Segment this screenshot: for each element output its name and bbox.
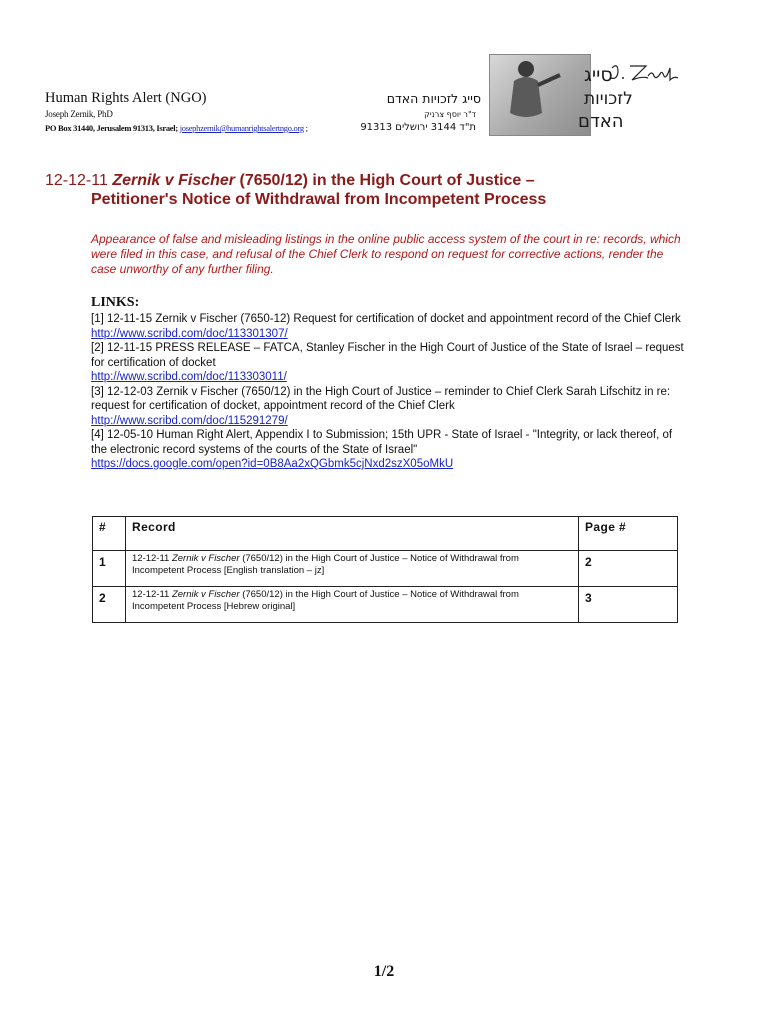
link-item xyxy=(91,385,691,429)
contact-suffix: ; xyxy=(305,123,308,133)
link-description: [4] 12-05-10 Human Right Alert, Appendix I to Submission; 15th UPR - State of Israel - "Integrity, or lack thereof, of the electronic record systems of the courts of the State of Israel" xyxy=(91,429,673,456)
table-row xyxy=(93,587,678,623)
row-date: 12-12-11 xyxy=(132,553,170,564)
table-header-row xyxy=(93,517,678,551)
links-list xyxy=(91,312,691,472)
person-name: Joseph Zernik, PhD xyxy=(45,109,113,119)
title-rest: (7650/12) in the High Court of Justice – xyxy=(239,172,535,189)
row-page: 3 xyxy=(579,587,678,623)
header-page: Page # xyxy=(579,517,678,551)
row-case: Zernik v Fischer xyxy=(171,553,240,564)
svg-text:סייג: סייג xyxy=(584,64,613,86)
email-link[interactable]: josephzernik@humanrightsalertngo.org xyxy=(179,123,304,133)
row-num: 2 xyxy=(93,587,126,623)
hebrew-org-name: סייג לזכויות האדם xyxy=(386,91,481,106)
link-url[interactable]: http://www.scribd.com/doc/113301307/ xyxy=(91,327,288,340)
link-item xyxy=(91,428,691,472)
link-item xyxy=(91,312,691,341)
link-item xyxy=(91,341,691,385)
row-record xyxy=(126,551,579,587)
contact-line xyxy=(45,123,308,133)
postal-address: PO Box 31440, Jerusalem 91313, Israel; xyxy=(45,123,178,133)
link-url[interactable]: https://docs.google.com/open?id=0B8Aa2xQGbmk5cjNxd2szX05oMkU xyxy=(91,458,454,470)
link-description: [2] 12-11-15 PRESS RELEASE – FATCA, Stanley Fischer in the High Court of Justice of the State of Israel – request for certification of docket xyxy=(91,342,684,369)
svg-text:לזכויות: לזכויות xyxy=(584,89,633,109)
title-case-name: Zernik v Fischer xyxy=(112,172,236,189)
summary-paragraph: Appearance of false and misleading listings in the online public access system of the court in re: records, which were filed in this case, and refusal of the Chief Clerk to respond on request for corrective actions, render the case unworthy of any further filing. xyxy=(91,232,681,276)
link-description: [1] 12-11-15 Zernik v Fischer (7650-12) Request for certification of docket and appointment record of the Chief Clerk xyxy=(91,313,681,325)
svg-text:האדם: האדם xyxy=(578,111,624,132)
header-num: # xyxy=(93,517,126,551)
row-page: 2 xyxy=(579,551,678,587)
links-heading: LINKS: xyxy=(91,295,140,310)
table-row xyxy=(93,551,678,587)
row-desc: (7650/12) in the High Court of Justice – Notice of Withdrawal from Incompetent Process [English translation – jz] xyxy=(132,553,519,576)
org-name: Human Rights Alert (NGO) xyxy=(45,90,207,106)
link-url[interactable]: http://www.scribd.com/doc/115291279/ xyxy=(91,414,288,427)
link-url[interactable]: http://www.scribd.com/doc/113303011/ xyxy=(91,371,287,383)
row-date: 12-12-11 xyxy=(132,589,170,600)
page-number: 1/2 xyxy=(373,963,395,980)
row-num: 1 xyxy=(93,551,126,587)
header-record: Record xyxy=(126,517,579,551)
title-date: 12-12-11 xyxy=(45,172,108,189)
hebrew-person-name: ד"ר יוסף צרניק xyxy=(424,110,476,119)
org-logo xyxy=(489,54,633,136)
signature xyxy=(608,58,688,93)
link-description: [3] 12-12-03 Zernik v Fischer (7650/12) in the High Court of Justice – reminder to Chief Clerk Sarah Lifschitz in re: request for certification of docket, appointment record of the Chief Clerk xyxy=(91,385,671,412)
records-table xyxy=(92,516,678,623)
document-subtitle: Petitioner's Notice of Withdrawal from Incompetent Process xyxy=(91,191,547,208)
document-title xyxy=(45,172,535,190)
hebrew-address: ת"ד 3144 ירושלים 91313 xyxy=(360,122,476,133)
row-record xyxy=(126,587,579,623)
row-case: Zernik v Fischer xyxy=(171,589,240,600)
row-desc: (7650/12) in the High Court of Justice – Notice of Withdrawal from Incompetent Process [Hebrew original] xyxy=(132,589,519,612)
